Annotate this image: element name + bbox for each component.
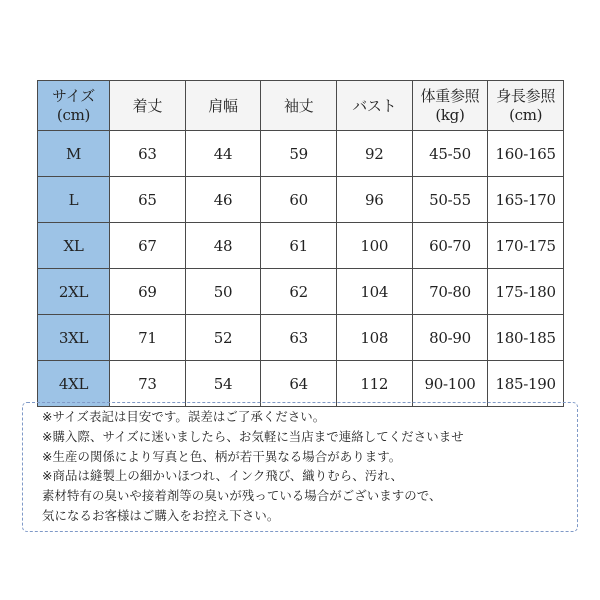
size-chart-table: [37, 80, 564, 407]
header-height: [488, 81, 564, 131]
header-length: 着丈: [110, 81, 186, 131]
size-cell: 4XL: [38, 361, 110, 407]
shoulder-cell: 52: [185, 315, 261, 361]
bust-cell: 100: [336, 223, 412, 269]
shoulder-cell: 54: [185, 361, 261, 407]
table-row: [38, 361, 564, 407]
table-row: [38, 315, 564, 361]
size-cell: XL: [38, 223, 110, 269]
note-line: ※購入際、サイズに迷いましたら、お気軽に当店まで連絡してくださいませ: [42, 428, 464, 444]
shoulder-cell: 48: [185, 223, 261, 269]
bust-cell: 96: [336, 177, 412, 223]
height-cell: 180-185: [488, 315, 564, 361]
weight-cell: 50-55: [412, 177, 488, 223]
weight-cell: 70-80: [412, 269, 488, 315]
header-bust: バスト: [336, 81, 412, 131]
sleeve-cell: 62: [261, 269, 337, 315]
size-cell: 2XL: [38, 269, 110, 315]
bust-cell: 112: [336, 361, 412, 407]
weight-cell: 90-100: [412, 361, 488, 407]
note-line: ※商品は縫製上の細かいほつれ、インク飛び、織りむら、汚れ、: [42, 468, 403, 484]
header-weight: [412, 81, 488, 131]
note-line: ※サイズ表記は目安です。誤差はご了承ください。: [42, 409, 326, 424]
header-weight-label: 体重参照: [420, 86, 480, 105]
shoulder-cell: 44: [185, 131, 261, 177]
weight-cell: 80-90: [412, 315, 488, 361]
length-cell: 71: [110, 315, 186, 361]
length-cell: 69: [110, 269, 186, 315]
sleeve-cell: 60: [261, 177, 337, 223]
note-line: 気になるお客様はご購入をお控え下さい。: [42, 507, 280, 523]
header-height-unit: (cm): [509, 105, 543, 124]
length-cell: 63: [110, 131, 186, 177]
weight-cell: 45-50: [412, 131, 488, 177]
length-cell: 73: [110, 361, 186, 407]
size-cell: M: [38, 131, 110, 177]
bust-cell: 104: [336, 269, 412, 315]
shoulder-cell: 46: [185, 177, 261, 223]
length-cell: 65: [110, 177, 186, 223]
header-height-label: 身長参照: [496, 86, 556, 105]
weight-cell: 60-70: [412, 223, 488, 269]
sleeve-cell: 64: [261, 361, 337, 407]
header-size-label: サイズ: [52, 86, 95, 105]
header-shoulder: 肩幅: [185, 81, 261, 131]
table-row: [38, 223, 564, 269]
height-cell: 185-190: [488, 361, 564, 407]
shoulder-cell: 50: [185, 269, 261, 315]
sleeve-cell: 61: [261, 223, 337, 269]
sleeve-cell: 59: [261, 131, 337, 177]
header-size-unit: (cm): [56, 105, 91, 124]
note-line: ※生産の関係により写真と色、柄が若干異なる場合があります。: [42, 448, 402, 464]
note-line: 素材特有の臭いや接着剤等の臭いが残っている場合がございますので、: [42, 488, 442, 504]
sleeve-cell: 63: [261, 315, 337, 361]
table-row: [38, 131, 564, 177]
bust-cell: 108: [336, 315, 412, 361]
header-sleeve: 袖丈: [261, 81, 337, 131]
height-cell: 170-175: [488, 223, 564, 269]
size-cell: L: [38, 177, 110, 223]
bust-cell: 92: [336, 131, 412, 177]
length-cell: 67: [110, 223, 186, 269]
height-cell: 175-180: [488, 269, 564, 315]
notes-box: [22, 402, 578, 532]
table-header-row: [38, 81, 564, 131]
height-cell: 160-165: [488, 131, 564, 177]
height-cell: 165-170: [488, 177, 564, 223]
size-cell: 3XL: [38, 315, 110, 361]
header-size: [38, 81, 110, 131]
table-row: [38, 177, 564, 223]
header-weight-unit: (kg): [435, 105, 465, 124]
table-row: [38, 269, 564, 315]
